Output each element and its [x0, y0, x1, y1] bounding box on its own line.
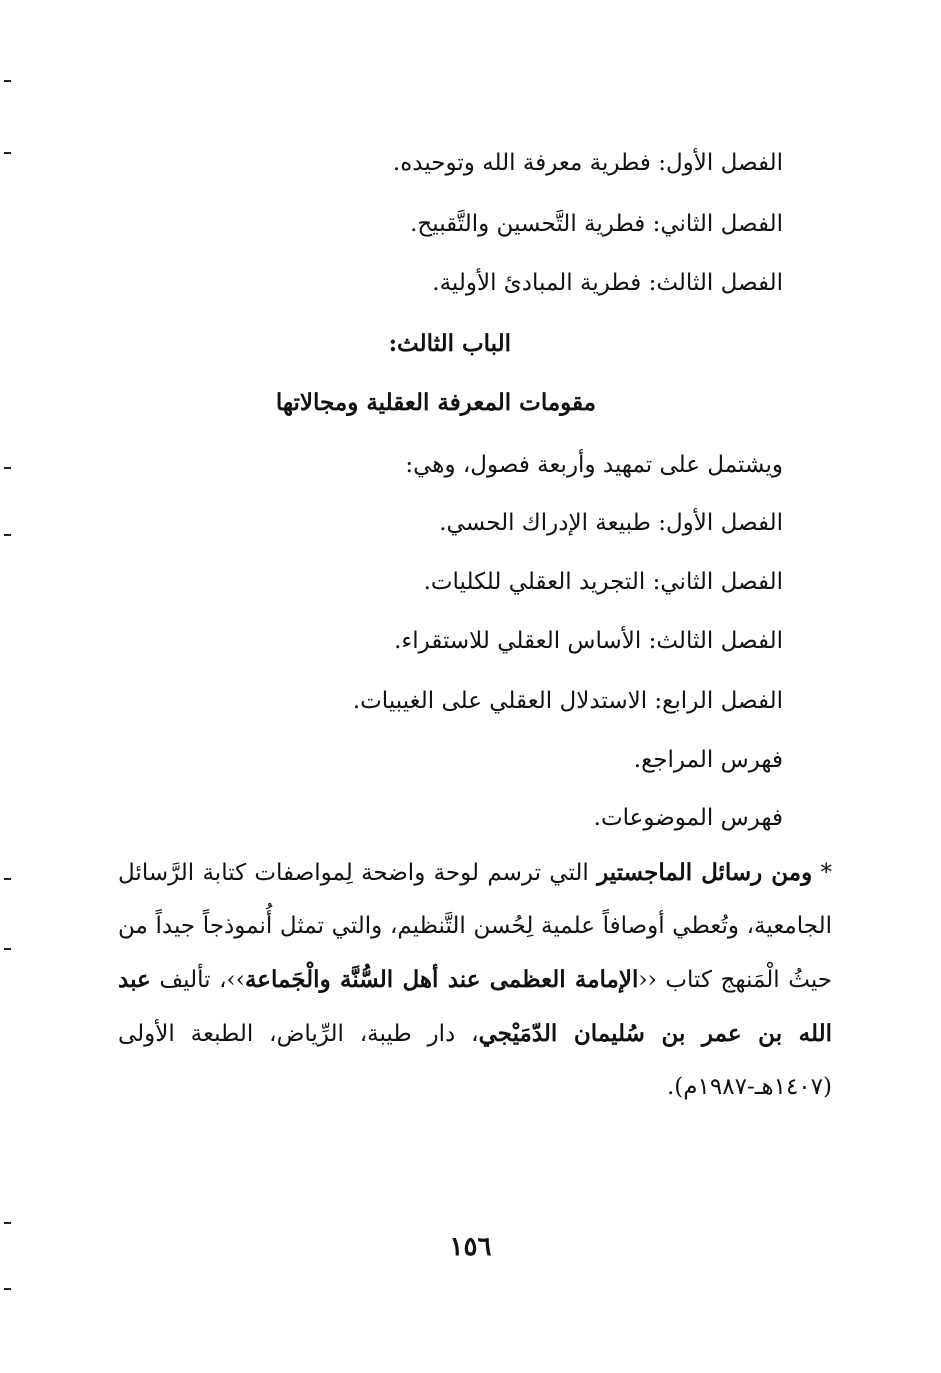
margin-mark: [4, 1222, 11, 1224]
page-number: ١٥٦: [449, 1232, 492, 1262]
index-line: فهرس المراجع.: [633, 747, 783, 773]
author-name: عبد الله بن عمر بن سُليمان الدّمَيْجي: [118, 966, 832, 1047]
chapter-line: الفصل الرابع: الاستدلال العقلي على الغيبيات.: [352, 688, 783, 714]
book-title: الإمامة العظمى عند أهل السُّنَّة والْجَماعة: [244, 966, 639, 993]
chapter-line: الفصل الثالث: فطرية المبادئ الأولية.: [432, 270, 783, 296]
section-intro: ويشتمل على تمهيد وأربعة فصول، وهي:: [405, 452, 783, 478]
chapter-line: الفصل الأول: فطرية معرفة الله وتوحيده.: [392, 150, 783, 176]
margin-mark: [4, 467, 11, 469]
chapter-line: الفصل الثاني: فطرية التَّحسين والتَّقبيح.: [410, 211, 783, 237]
margin-mark: [4, 1288, 11, 1290]
chapter-line: الفصل الأول: طبيعة الإدراك الحسي.: [439, 510, 783, 536]
note-text: ››، تأليف: [150, 967, 245, 993]
margin-mark: [4, 534, 11, 536]
margin-mark: [4, 948, 11, 950]
margin-mark: [4, 80, 11, 82]
margin-mark: [4, 152, 11, 154]
margin-mark: [4, 878, 11, 880]
note-text: التي ترسم لوحة واضحة لِمواصفات كتابة الرَّسائل الجامعية، وتُعطي أوصافاً علمية لِحُسن التَّنظيم، والتي تمثل أُنموذجاً جيداً من حيثُ الْمَنهج كتاب ‹‹: [118, 860, 832, 993]
note-star: *: [812, 860, 832, 886]
note-text: ، دار طيبة، الرِّياض، الطبعة الأولى (١٤٠٧هـ-١٩٨٧م).: [118, 1021, 832, 1100]
chapter-line: الفصل الثالث: الأساس العقلي للاستقراء.: [394, 628, 783, 654]
section-title: مقومات المعرفة العقلية ومجالاتها: [275, 389, 596, 416]
chapter-line: الفصل الثاني: التجريد العقلي للكليات.: [423, 569, 783, 595]
note-bold-lead: ومن رسائل الماجستير: [597, 859, 813, 886]
section-heading: الباب الثالث:: [388, 330, 511, 357]
note-paragraph: [118, 846, 832, 1114]
index-line: فهرس الموضوعات.: [593, 805, 783, 831]
